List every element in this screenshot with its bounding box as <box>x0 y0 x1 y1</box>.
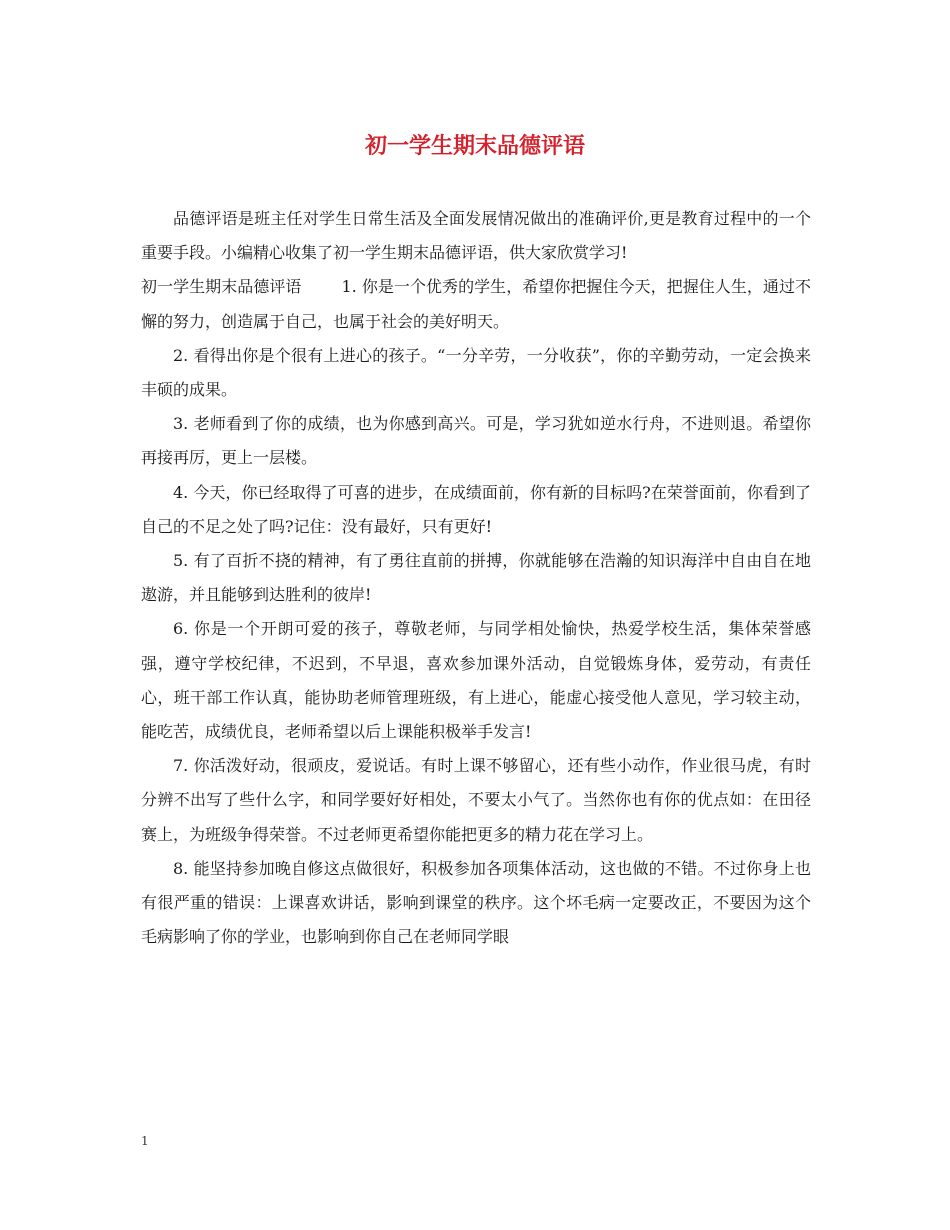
section-heading: 初一学生期末品德评语 <box>141 277 302 297</box>
list-item-3: 3. 老师看到了你的成绩，也为你感到高兴。可是，学习犹如逆水行舟，不进则退。希望你再接再厉，更上一层楼。 <box>141 414 811 468</box>
list-item-7: 7. 你活泼好动，很顽皮，爱说话。有时上课不够留心，还有些小动作，作业很马虎，有时分辨不出写了些什么字，和同学要好好相处，不要太小气了。当然你也有你的优点如：在田径赛上，为班级争得荣誉。不过老师更希望你能把更多的精力花在学习上。 <box>141 756 811 844</box>
first-item-paragraph <box>141 270 811 338</box>
page-number: 1 <box>141 1134 149 1148</box>
intro-paragraph: 品德评语是班主任对学生日常生活及全面发展情况做出的准确评价,更是教育过程中的一个重要手段。小编精心收集了初一学生期末品德评语，供大家欣赏学习! <box>141 209 811 263</box>
document-body <box>141 202 811 954</box>
list-item-4: 4. 今天，你已经取得了可喜的进步，在成绩面前，你有新的目标吗?在荣誉面前，你看到了自己的不足之处了吗?记住：没有最好，只有更好! <box>141 482 811 536</box>
list-item-5: 5. 有了百折不挠的精神，有了勇往直前的拼搏，你就能够在浩瀚的知识海洋中自由自在地遨游，并且能够到达胜利的彼岸! <box>141 551 811 605</box>
list-item-6: 6. 你是一个开朗可爱的孩子，尊敬老师，与同学相处愉快，热爱学校生活，集体荣誉感强，遵守学校纪律，不迟到，不早退，喜欢参加课外活动，自觉锻炼身体，爱劳动，有责任心，班干部工作认真，能协助老师管理班级，有上进心，能虚心接受他人意见，学习较主动，能吃苦，成绩优良，老师希望以后上课能积极举手发言! <box>141 619 811 742</box>
list-item-8: 8. 能坚持参加晚自修这点做很好，积极参加各项集体活动，这也做的不错。不过你身上也有很严重的错误：上课喜欢讲话，影响到课堂的秩序。这个坏毛病一定要改正，不要因为这个毛病影响了你的学业，也影响到你自己在老师同学眼 <box>141 858 811 947</box>
list-item-2: 2. 看得出你是个很有上进心的孩子。“一分辛劳，一分收获”，你的辛勤劳动，一定会换来丰硕的成果。 <box>141 345 811 400</box>
document-title: 初一学生期末品德评语 <box>364 134 585 159</box>
list-item-1: 1. 你是一个优秀的学生，希望你把握住今天，把握住人生，通过不懈的努力，创造属于自己，也属于社会的美好明天。 <box>141 277 811 331</box>
